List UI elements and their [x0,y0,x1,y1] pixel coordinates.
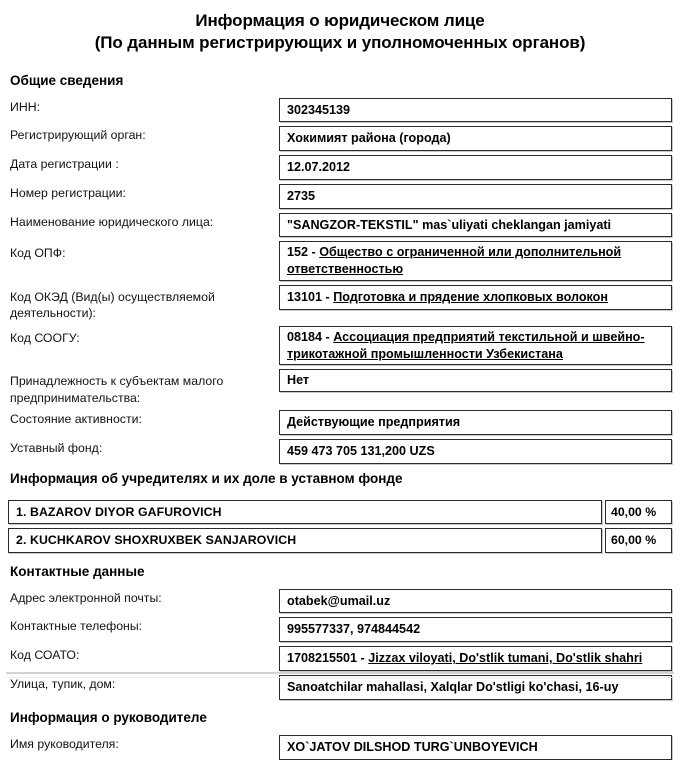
value-opf-code [279,241,672,280]
label-phones: Контактные телефоны: [10,619,143,634]
founder-share: 60,00 % [605,528,672,552]
section-heading-founders: Информация об учредителях и их доле в уставном фонде [10,470,403,486]
founder-name: 1. BAZAROV DIYOR GAFUROVICH [8,500,602,524]
general-info-rows [8,98,672,464]
field-row-charter-fund [8,439,672,464]
label-registration-date: Дата регистрации : [10,157,119,172]
opf-code-link[interactable]: Общество с ограниченной или дополнительной ответственностью [287,245,622,277]
oked-code-link[interactable]: Подготовка и прядение хлопковых волокон [333,289,608,304]
founder-share: 40,00 % [605,500,672,524]
value-activity-state: Действующие предприятия [279,410,672,435]
field-row-small-business [8,369,672,406]
label-entity-name: Наименование юридического лица: [10,214,214,229]
label-email: Адрес электронной почты: [10,590,162,605]
field-row-registration-authority [8,126,672,151]
label-director-name: Имя руководителя: [10,736,119,751]
field-row-registration-date [8,155,672,180]
field-row-director-name [8,735,672,760]
field-row-entity-name [8,213,672,238]
value-registration-number: 2735 [279,184,672,209]
founder-name: 2. KUCHKAROV SHOXRUXBEK SANJAROVICH [8,528,602,552]
value-address: Sanoatchilar mahallasi, Xalqlar Do'stligi ko'chasi, 16-uy [279,675,672,700]
page-title-line-2: (По данным регистрирующих и уполномоченных органов) [94,32,586,52]
footer-divider [6,672,674,678]
value-charter-fund: 459 473 705 131,200 UZS [279,439,672,464]
field-row-soato-code [8,646,672,671]
label-soato-code: Код СОАТО: [10,648,80,663]
label-registration-number: Номер регистрации: [10,185,126,200]
label-opf-code: Код ОПФ: [10,246,66,261]
section-heading-director: Информация о руководителе [10,709,207,725]
soato-code-link[interactable]: Jizzax viloyati, Do'stlik tumani, Do'stlik shahri [368,651,643,666]
opf-code-number: 152 - [287,245,320,260]
label-soogu-code: Код СООГУ: [10,330,80,345]
value-director-name: XO`JATOV DILSHOD TURG`UNBOYEVICH [279,735,672,760]
page-title [8,10,672,54]
label-small-business: Принадлежность к субъектам малого предпринимательства: [10,374,224,405]
field-row-oked-code [8,285,672,322]
soogu-code-number: 08184 - [287,329,334,344]
soato-code-number: 1708215501 - [287,651,369,666]
founders-list [8,500,672,553]
label-oked-code: Код ОКЭД (Вид(ы) осуществляемой деятельности): [10,289,215,321]
label-inn: ИНН: [10,99,41,114]
founder-row [8,528,672,552]
value-small-business: Нет [279,369,672,392]
value-registration-authority: Хокимият района (города) [279,126,672,151]
section-heading-general: Общие сведения [10,72,124,88]
soogu-code-link[interactable]: Ассоциация предприятий текстильной и швейно-трикотажной промышленности Узбекистана [287,329,645,361]
contact-info-rows [8,589,672,700]
label-registration-authority: Регистрирующий орган: [10,128,146,143]
value-email: otabek@umail.uz [279,589,672,614]
label-address: Улица, тупик, дом: [10,676,116,691]
value-inn: 302345139 [279,98,672,123]
page-title-line-1: Информация о юридическом лице [195,11,485,30]
oked-code-number: 13101 - [287,289,334,304]
field-row-phones [8,617,672,642]
value-registration-date: 12.07.2012 [279,155,672,180]
value-soogu-code [279,326,672,365]
value-phones: 995577337, 974844542 [279,617,672,642]
value-entity-name: "SANGZOR-TEKSTIL" mas`uliyati cheklangan jamiyati [279,213,672,238]
founder-row [8,500,672,524]
field-row-inn [8,98,672,123]
field-row-opf-code [8,241,672,280]
value-soato-code [279,646,672,671]
field-row-activity-state [8,410,672,435]
field-row-address [8,675,672,700]
director-info-rows [8,735,672,760]
field-row-email [8,589,672,614]
legal-entity-info-page [0,10,680,754]
field-row-registration-number [8,184,672,209]
label-activity-state: Состояние активности: [10,412,142,427]
label-charter-fund: Уставный фонд: [10,440,103,455]
value-oked-code [279,285,672,310]
section-heading-contacts: Контактные данные [10,563,145,579]
field-row-soogu-code [8,326,672,365]
